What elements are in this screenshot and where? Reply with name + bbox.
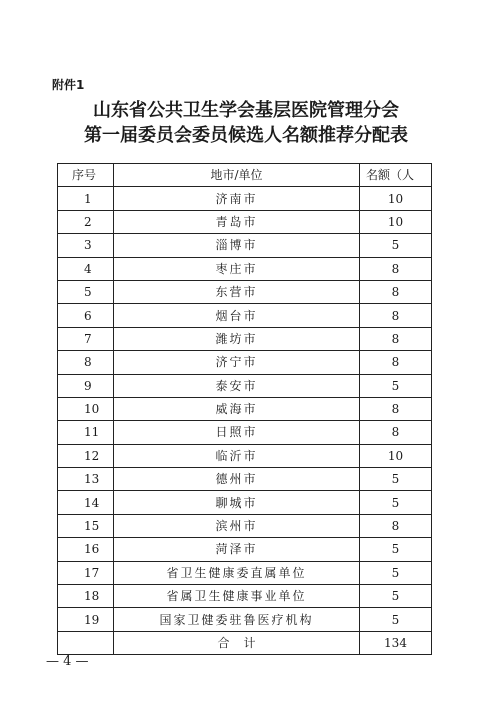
table-row [58,327,432,350]
row-index: 3 [58,234,114,257]
row-index: 5 [58,280,114,303]
row-index: 14 [58,491,114,514]
row-quota: 5 [360,468,432,491]
row-index: 17 [58,561,114,584]
row-unit: 德州市 [114,468,360,491]
row-quota: 10 [360,187,432,210]
total-label: 合计 [114,631,360,654]
row-index: 10 [58,397,114,420]
row-quota: 5 [360,374,432,397]
document-title-line-1: 山东省公共卫生学会基层医院管理分会 [93,100,399,121]
table-row [58,257,432,280]
row-index: 7 [58,327,114,350]
table-row [58,514,432,537]
row-index: 18 [58,585,114,608]
attachment-label: 附件1 [52,78,85,92]
row-quota: 10 [360,210,432,233]
table-row [58,304,432,327]
row-quota: 8 [360,421,432,444]
row-quota: 5 [360,608,432,631]
row-unit: 烟台市 [114,304,360,327]
row-index: 19 [58,608,114,631]
table-body [58,187,432,631]
header-unit: 地市/单位 [114,164,360,187]
row-index: 13 [58,468,114,491]
row-index: 4 [58,257,114,280]
row-index: 9 [58,374,114,397]
total-row [58,631,432,654]
row-quota: 8 [360,257,432,280]
row-quota: 8 [360,514,432,537]
document-title-line-2: 第一届委员会委员候选人名额推荐分配表 [84,125,408,146]
row-quota: 5 [360,561,432,584]
row-quota: 8 [360,327,432,350]
row-unit: 青岛市 [114,210,360,233]
table-row [58,561,432,584]
header-index: 序号 [58,164,114,187]
row-index: 6 [58,304,114,327]
page-number: — 4 — [46,654,89,669]
header-quota: 名额（人 [360,164,432,187]
row-index: 2 [58,210,114,233]
row-quota: 5 [360,585,432,608]
table-row [58,585,432,608]
row-unit: 济南市 [114,187,360,210]
row-unit: 菏泽市 [114,538,360,561]
row-quota: 5 [360,491,432,514]
row-index: 11 [58,421,114,444]
table-row [58,234,432,257]
table-row [58,491,432,514]
row-quota: 5 [360,538,432,561]
row-unit: 聊城市 [114,491,360,514]
row-index: 15 [58,514,114,537]
table-row [58,374,432,397]
row-quota: 10 [360,444,432,467]
row-index: 12 [58,444,114,467]
row-unit: 省属卫生健康事业单位 [114,585,360,608]
table-header-row [58,164,432,187]
row-quota: 8 [360,280,432,303]
row-unit: 潍坊市 [114,327,360,350]
row-index: 8 [58,351,114,374]
row-quota: 8 [360,351,432,374]
row-unit: 省卫生健康委直属单位 [114,561,360,584]
row-unit: 淄博市 [114,234,360,257]
table-row [58,210,432,233]
row-index: 1 [58,187,114,210]
table-row [58,397,432,420]
table-row [58,538,432,561]
total-quota: 134 [360,631,432,654]
table-row [58,444,432,467]
row-unit: 威海市 [114,397,360,420]
quota-allocation-table [57,163,432,655]
row-unit: 国家卫健委驻鲁医疗机构 [114,608,360,631]
row-quota: 5 [360,234,432,257]
table-row [58,280,432,303]
row-quota: 8 [360,397,432,420]
table-row [58,608,432,631]
table-row [58,351,432,374]
row-quota: 8 [360,304,432,327]
table-row [58,187,432,210]
row-unit: 枣庄市 [114,257,360,280]
table-row [58,468,432,491]
row-unit: 日照市 [114,421,360,444]
row-unit: 东营市 [114,280,360,303]
total-index-cell [58,631,114,654]
table-row [58,421,432,444]
row-unit: 滨州市 [114,514,360,537]
row-unit: 临沂市 [114,444,360,467]
row-unit: 泰安市 [114,374,360,397]
row-unit: 济宁市 [114,351,360,374]
row-index: 16 [58,538,114,561]
